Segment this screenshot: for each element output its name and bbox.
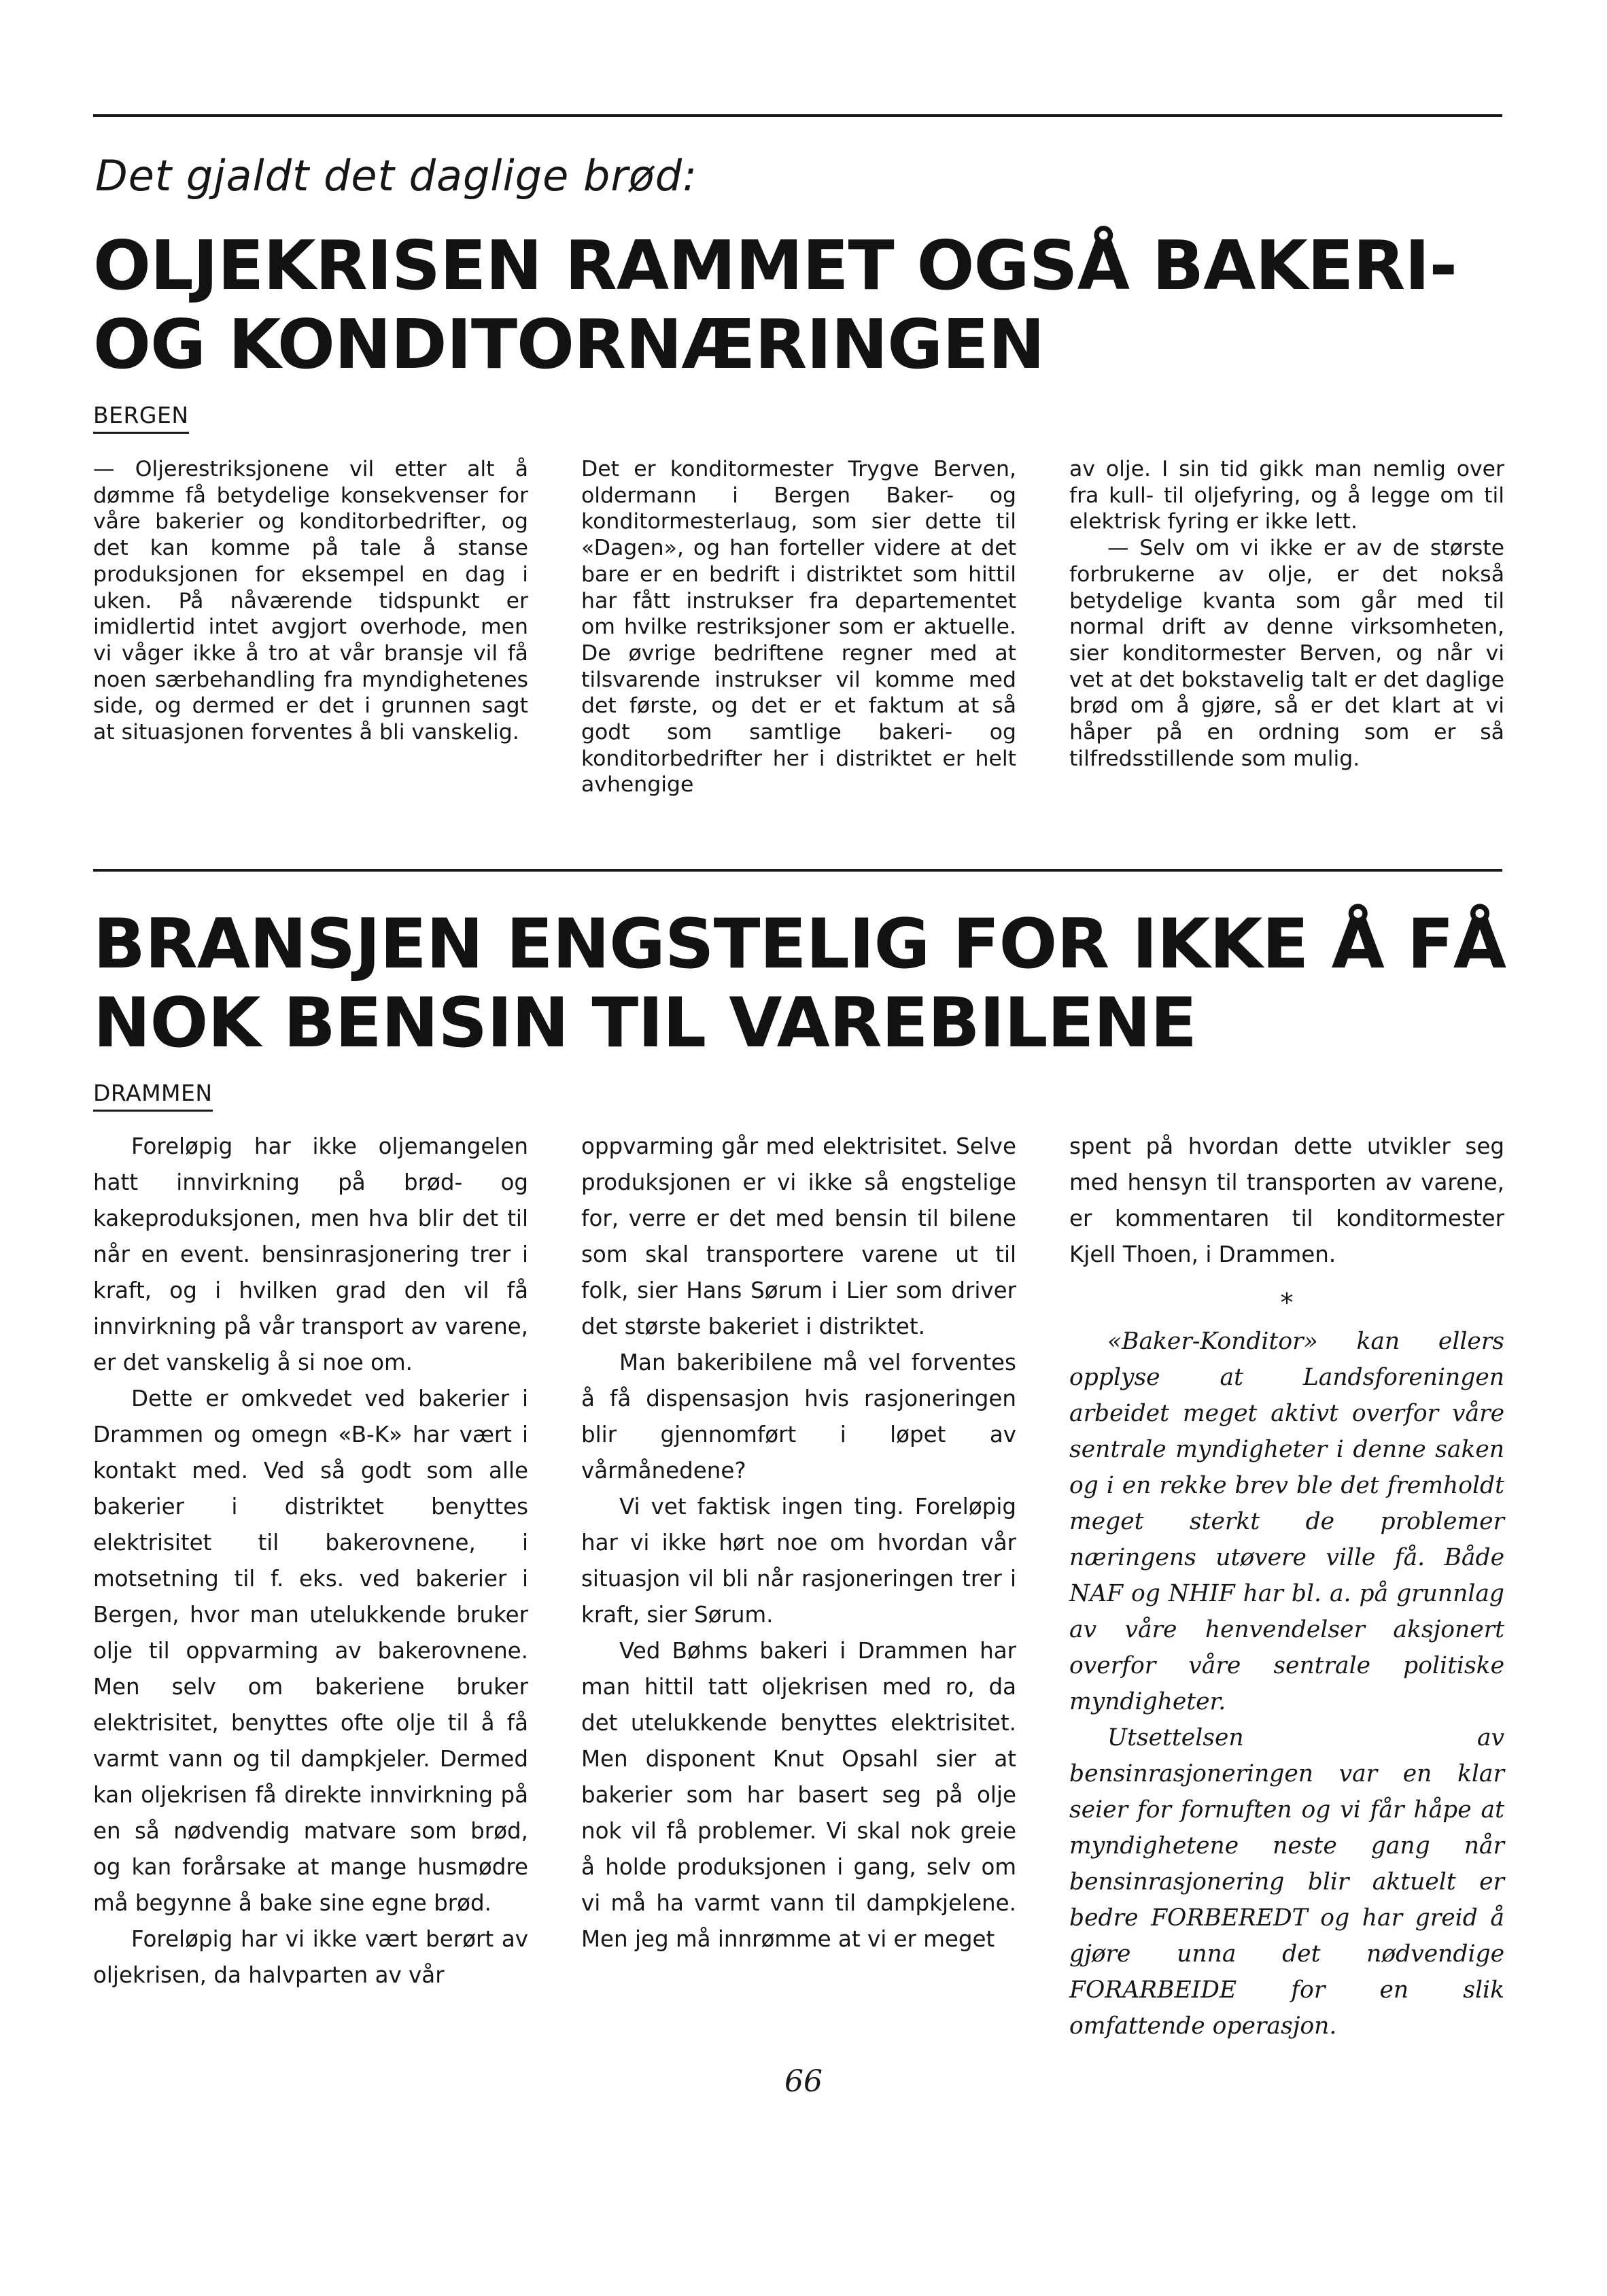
article2-col3-paragraph-1: spent på hvordan dette utvikler seg med hensyn til transporten av varene, er kommentaren til konditormester Kjell Thoen, i Drammen. — [1069, 1133, 1504, 1267]
article2-col2-paragraph-4: Ved Bøhms bakeri i Drammen har man hittil tatt oljekrisen med ro, da det utelukkende benyttes elektrisitet. Men disponent Knut Opsahl sier at bakerier som har basert seg på olje nok vil få problemer. Vi skal nok greie å holde produksjonen i gang, selv om vi må ha varmt vann til dampkjelene. Men jeg må innrømme at vi er meget — [581, 1638, 1016, 1952]
article1-dateline: BERGEN — [93, 402, 189, 434]
article2-col2-paragraph-3: Vi vet faktisk ingen ting. Foreløpig har vi ikke hørt noe om hvordan vår situasjon vil bli når rasjoneringen trer i kraft, sier Sørum. — [581, 1494, 1016, 1628]
article2-col1-paragraph-2: Dette er omkvedet ved bakerier i Drammen og omegn «B-K» har vært i kontakt med. Ved så godt som alle bakerier i distriktet benyttes elektrisitet til bakerovnene, i motsetning til f. eks. ved bakerier i Bergen, hvor man utelukkende bruker olje til oppvarming av bakerovnene. Men selv om bakeriene bruker elektrisitet, benyttes ofte olje til å få varmt vann og til dampkjeler. Dermed kan oljekrisen få direkte innvirkning på en så nødvendig matvare som brød, og kan forårsake at mange husmødre må begynne å bake sine egne brød. — [93, 1386, 528, 1916]
article1-headline-line1: OLJEKRISEN RAMMET OGSÅ BAKERI- — [93, 226, 1457, 305]
article2-headline — [93, 904, 1521, 1062]
article1-headline-line2: OG KONDITORNÆRINGEN — [93, 305, 1045, 384]
article1-column-2 — [581, 456, 1016, 798]
article1-headline — [93, 226, 1521, 384]
article2-dateline: DRAMMEN — [93, 1080, 213, 1112]
article-divider-rule — [93, 869, 1502, 872]
article1-col2-paragraph: Det er konditormester Trygve Berven, oldermann i Bergen Baker- og konditormesterlaug, som sier dette til «Dagen», og han forteller videre at det bare er en bedrift i distriktet som hittil har fått instrukser fra departementet om hvilke restriksjoner som er aktuelle. De øvrige bedriftene regner med at tilsvarende instrukser vil komme med det første, og det er et faktum at så godt som samtlige bakeri- og konditorbedrifter her i distriktet er helt avhengige — [581, 457, 1016, 798]
editorial-note-paragraph-2: Utsettelsen av bensinrasjoneringen var en klar seier for fornuften og vi får håpe at myndighetene neste gang når bensinrasjonering blir aktuelt er bedre FORBEREDT og har greid å gjøre unna det nødvendige FORARBEIDE for en slik omfattende operasjon. — [1069, 1724, 1504, 2040]
article2-col2-paragraph-2: Man bakeribilene må vel forventes å få dispensasjon hvis rasjoneringen blir gjennomført i løpet av vårmånedene? — [581, 1350, 1016, 1484]
article2-headline-line2: NOK BENSIN TIL VAREBILENE — [93, 982, 1197, 1063]
article1-kicker: Det gjaldt det daglige brød: — [95, 151, 697, 201]
article1-column-1 — [93, 456, 528, 746]
article2-col1-paragraph-3: Foreløpig har vi ikke vært berørt av oljekrisen, da halvparten av vår — [93, 1926, 528, 1988]
top-rule — [93, 114, 1502, 117]
article1-col3-paragraph-2: — Selv om vi ikke er av de største forbrukerne av olje, er det nokså betydelige kvanta som går med til normal drift av denne virksomheten, sier konditormester Berven, og når vi vet at det bokstavelig talt er det daglige brød om å gjøre, så er det klart at vi håper på en ordning som er så tilfredsstillende som mulig. — [1069, 536, 1504, 771]
article1-col1-paragraph: — Oljerestriksjonene vil etter alt å dømme få betydelige konsekvenser for våre bakerier og konditorbedrifter, og det kan komme på tale å stanse produksjonen for eksempel en dag i uken. På nåværende tidspunkt er imidlertid intet avgjort overhode, men vi våger ikke å tro at vår bransje vil få noen særbehandling fra myndighetenes side, og dermed er det i grunnen sagt at situasjonen forventes å bli vanskelig. — [93, 457, 528, 745]
article2-col1-paragraph-1: Foreløpig har ikke oljemangelen hatt innvirkning på brød- og kakeproduksjonen, men hva blir det til når en event. bensinrasjonering trer i kraft, og i hvilken grad den vil få innvirkning på vår transport av varene, er det vanskelig å si noe om. — [93, 1133, 528, 1375]
article2-headline-line1: BRANSJEN ENGSTELIG FOR IKKE Å FÅ — [93, 904, 1506, 984]
article1-column-3 — [1069, 456, 1504, 772]
article2-column-3 — [1069, 1129, 1504, 2044]
article1-col3-paragraph-1: av olje. I sin tid gikk man nemlig over fra kull- til oljefyring, og å legge om til elektrisk fyring er ikke lett. — [1069, 457, 1504, 534]
asterisk-separator: * — [1280, 1288, 1294, 1318]
article2-column-2 — [581, 1129, 1016, 1957]
article2-column-1 — [93, 1129, 528, 1993]
page-number: 66 — [784, 2064, 823, 2099]
article2-col2-paragraph-1: oppvarming går med elektrisitet. Selve produksjonen er vi ikke så engstelige for, verre er det med bensin til bilene som skal transportere varene ut til folk, sier Hans Sørum i Lier som driver det største bakeriet i distriktet. — [581, 1133, 1016, 1339]
editorial-note-paragraph-1: «Baker-Konditor» kan ellers opplyse at Landsforeningen arbeidet meget aktivt overfor våre sentrale myndigheter i denne saken og i en rekke brev ble det fremholdt meget sterkt de problemer næringens utøvere ville få. Både NAF og NHIF har bl. a. på grunnlag av våre henvendelser aksjonert overfor våre sentrale politiske myndigheter. — [1069, 1328, 1504, 1715]
editorial-note — [1069, 1324, 1504, 2044]
